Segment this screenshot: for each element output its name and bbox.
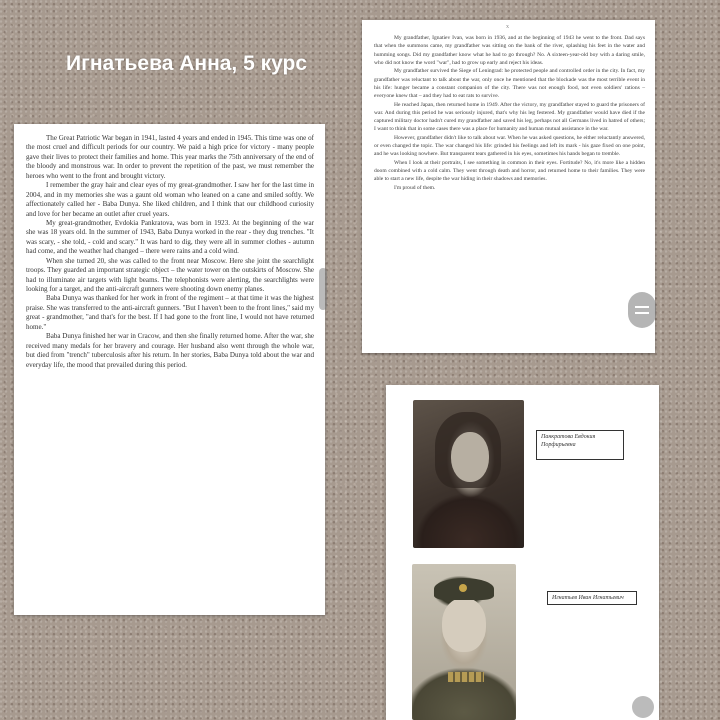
paragraph: Baba Dunya was thanked for her work in front of the regiment – at that time it was the highest praise. She was transferred to the anti-aircraft gunners. "But I haven't been to the front lines," said my great - grandmother, "and that's for the best. If I had gone to the front line, I would not have returned home." [26, 294, 314, 331]
paragraph: I remember the gray hair and clear eyes of my great-grandmother. I saw her for the last time in 2004, and in my memories she was a gaunt old woman who leaned on a cane and smiled softly. We affectionately called her - Baba Dunya. She liked children, and I think that our childhood curiosity and love for her became an outlet after cruel years. [26, 181, 314, 218]
essay-text-left [26, 134, 314, 370]
paragraph: He reached Japan, then returned home in 1949. After the victory, my grandfather stayed to guard the prisoners of war. And during this period he was seriously injured, that's why his leg festered. My grandfather would have died if the captured military doctor hadn't cured my grandfather and saved his leg, perhaps not all Germans lived in hatred of others; I want to think that in some cases there was a place for humanity and human mutual assistance in the war. [374, 101, 645, 133]
paragraph: When she turned 20, she was called to the front near Moscow. Here she joint the searchlight troops. They guarded an important strategic object – the water tower on the outskirts of Moscow. She had to illuminate air targets with light beams. The telephonists were alerting, the searchlights were looking for a target, and the anti-aircraft gunners were shooting down enemy planes. [26, 256, 314, 293]
portrait-photo-man [412, 564, 516, 720]
paragraph: I'm proud of them. [394, 184, 436, 191]
paragraph: My great-grandmother, Evdokia Pankratova, was born in 1923. At the beginning of the war she was 18 years old. In the summer of 1943, Baba Dunya worked in the rear - they dug trenches. "It was scary, - she told, - cold and scary." It was hard to dig, they were all in summer clothes - autumn had come, and the weather had changed – there were rains and a cold wind. [26, 218, 314, 256]
paragraph: When I look at their portraits, I see something in common in their eyes. Fortitude? No, it's more like a hidden doom combined with a cold calm. They went through death and horror, and returned home to their families. They were able to start a new life, despite the war hiding in their shadows and memories. [374, 159, 645, 183]
photo-caption: Панкратова Евдокия Порфирьевна [536, 430, 624, 460]
page-mark: x [506, 24, 509, 30]
photos-page [386, 385, 659, 720]
essay-page-left [14, 124, 325, 615]
paragraph: The Great Patriotic War began in 1941, lasted 4 years and ended in 1945. This time was one of the most cruel and difficult periods for our country. We paid a high price for victory - many people gave their lives to protect their families and home. This year marks the 75th anniversary of the end of the bloody and monstrous war. In order to prevent the repetition of the past, we must remember the heroes who went to the front and brought victory. [26, 134, 314, 180]
menu-handle-icon[interactable] [628, 292, 656, 328]
essay-page-right [362, 20, 655, 353]
page-title: Игнатьева Анна, 5 курс [66, 52, 308, 75]
paragraph: Baba Dunya finished her war in Cracow, and then she finally returned home. After the war, she received many medals for her bravery and courage. Her husband also went through the whole war, but died from "trench" tuberculosis after his return. In her stories, Baba Dunya told about the war and everyday life, the mood that prevailed during this period. [26, 332, 314, 369]
corner-button[interactable] [632, 696, 654, 718]
paragraph: My grandfather survived the Siege of Leningrad: he protected people and controlled order in the city. In fact, my grandfather was reluctant to talk about the war, only once he mentioned that the blockade was the most terrible event in his life: hunger became a constant companion of the city. There was not enough food, not even soldiers' rations – everyone knew that – and they had to eat rats to survive. [374, 68, 645, 100]
side-drag-handle[interactable] [319, 268, 327, 310]
paragraph: However, grandfather didn't like to talk about war. When he was asked questions, he either reluctantly answered, or even changed the topic. The war changed his life: grinded his feelings and left its mark - his gaze fixed on one point, and he was looking nowhere. But transparent tears gathered in his eyes, sometimes his hands began to tremble. [374, 134, 645, 158]
photo-caption: Игнатьев Иван Игнатьевич [547, 591, 637, 605]
essay-text-right [374, 34, 645, 192]
paragraph: My grandfather, Ignatiev Ivan, was born in 1936, and at the beginning of 1943 he went to the front. Dad says that when the summons came, my grandfather was sitting on the bank of the river, splashing his feet in the water and humming songs. Did my grandfather know what he had to go through? No. A sixteen-year-old boy with a daring smile, who did not know the word "war", had to grow up early and reject his ideas. [374, 35, 645, 66]
portrait-photo-woman [413, 400, 524, 548]
